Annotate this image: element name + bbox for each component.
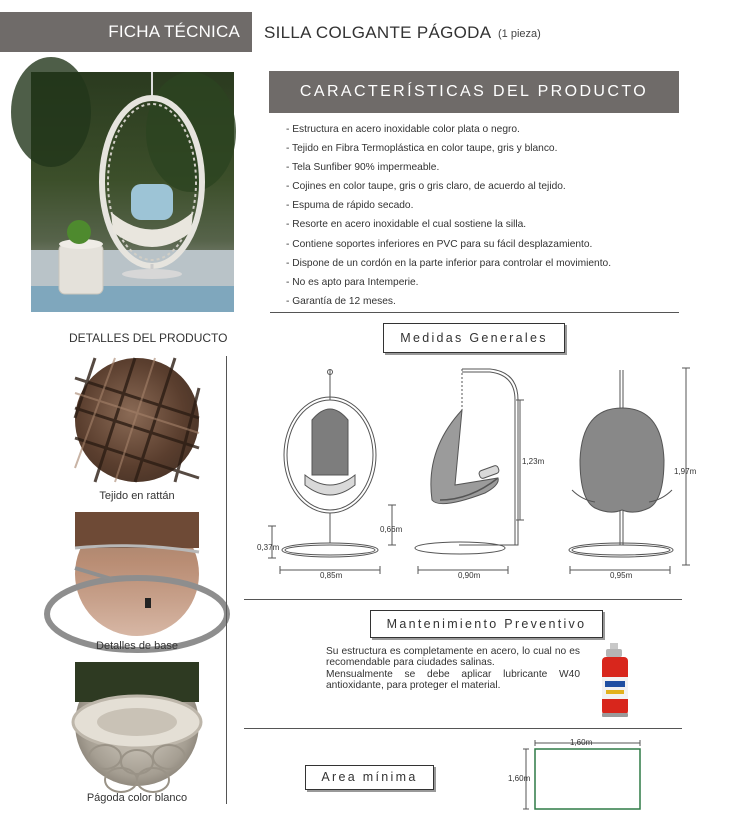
feature-item: - Resorte en acero inoxidable el cual sostiene la silla. bbox=[286, 219, 527, 231]
divider bbox=[244, 599, 682, 600]
front-view bbox=[268, 370, 380, 575]
back-width-label: 0,95m bbox=[610, 571, 633, 580]
product-quantity: (1 pieza) bbox=[498, 28, 541, 40]
feature-item: - Garantía de 12 meses. bbox=[286, 295, 396, 307]
details-title: DETALLES DEL PRODUCTO bbox=[69, 331, 228, 345]
area-height-label: 1,60m bbox=[508, 774, 531, 783]
feature-item: - Estructura en acero inoxidable color plata o negro. bbox=[286, 124, 520, 135]
features-title: CARACTERÍSTICAS DEL PRODUCTO bbox=[299, 83, 649, 100]
feature-item: - Contiene soportes inferiores en PVC para su fácil desplazamiento. bbox=[286, 238, 593, 250]
seat-height-label: 0,66m bbox=[380, 525, 403, 534]
feature-item: - Tejido en Fibra Termoplástica en color taupe, gris y blanco. bbox=[286, 143, 558, 155]
vertical-divider bbox=[226, 356, 227, 804]
measures-title: Medidas Generales bbox=[383, 323, 565, 353]
feature-item: - Cojines en color taupe, gris o gris claro, de acuerdo al tejido. bbox=[286, 181, 566, 193]
features-list bbox=[286, 124, 686, 315]
maintenance-text bbox=[326, 646, 580, 691]
maintenance-title: Mantenimiento Preventivo bbox=[370, 610, 603, 638]
area-rectangle bbox=[535, 749, 640, 809]
product-title: SILLA COLGANTE PÁGODA bbox=[264, 23, 492, 42]
product-photo bbox=[31, 72, 234, 312]
back-height-label: 1,97m bbox=[674, 467, 697, 476]
front-base-height-label: 0,37m bbox=[257, 543, 280, 552]
feature-item: - Dispone de un cordón en la parte inferior para controlar el movimiento. bbox=[286, 257, 612, 269]
area-title: Area mínima bbox=[305, 765, 434, 790]
divider bbox=[270, 312, 679, 313]
side-view bbox=[388, 369, 524, 574]
base-detail-photo bbox=[75, 512, 199, 636]
caption-base: Detalles de base bbox=[96, 640, 178, 652]
back-view bbox=[569, 368, 690, 574]
side-height-label: 1,23m bbox=[522, 457, 545, 466]
front-width-label: 0,85m bbox=[320, 571, 343, 580]
side-width-label: 0,90m bbox=[458, 571, 481, 580]
maintenance-paragraph: Mensualmente se debe aplicar lubricante W40 antioxidante, para proteger el material. bbox=[326, 668, 580, 691]
area-diagram bbox=[500, 735, 650, 815]
header-label: FICHA TÉCNICA bbox=[108, 22, 240, 41]
area-width-label: 1,60m bbox=[570, 738, 593, 747]
feature-item: - No es apto para Intemperie. bbox=[286, 276, 419, 288]
white-pagoda-photo bbox=[75, 662, 199, 786]
hanging-chair-illustration bbox=[31, 72, 234, 312]
measures-diagram bbox=[250, 360, 697, 585]
feature-item: - Espuma de rápido secado. bbox=[286, 200, 414, 212]
rattan-detail-photo bbox=[75, 358, 199, 482]
caption-pagoda: Págoda color blanco bbox=[86, 792, 188, 804]
feature-item: - Tela Sunfiber 90% impermeable. bbox=[286, 162, 440, 174]
lubricant-can-icon bbox=[596, 643, 636, 721]
maintenance-paragraph: Su estructura es completamente en acero, lo cual no es recomendable para ciudades salinas. bbox=[326, 646, 580, 669]
caption-rattan: Tejido en rattán bbox=[99, 490, 175, 502]
divider bbox=[244, 728, 682, 729]
